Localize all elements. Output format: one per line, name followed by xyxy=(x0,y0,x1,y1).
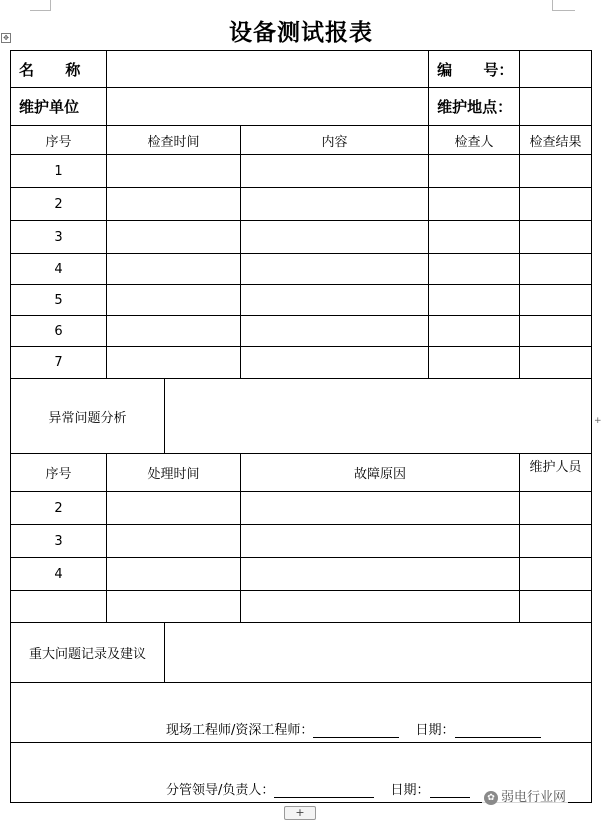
name-label: 名 称 xyxy=(11,51,107,88)
table-cell[interactable] xyxy=(520,221,592,254)
engineer-date-line[interactable] xyxy=(455,723,541,738)
table-cell[interactable] xyxy=(429,155,520,188)
col-inspector: 检查人 xyxy=(429,126,520,155)
table-cell[interactable] xyxy=(241,558,520,591)
table-cell[interactable] xyxy=(520,492,592,525)
fault-col-maintainer: 维护人员 xyxy=(520,454,592,492)
major-row xyxy=(11,623,592,683)
row-seq: 3 xyxy=(11,221,107,254)
table-row xyxy=(11,221,592,254)
location-label: 维护地点： xyxy=(429,88,520,126)
table-cell[interactable] xyxy=(107,591,241,623)
table-cell[interactable] xyxy=(520,316,592,347)
table-cell[interactable] xyxy=(107,155,241,188)
row-seq: 5 xyxy=(11,285,107,316)
fault-header-row xyxy=(11,454,592,492)
engineer-date-label: 日期： xyxy=(415,723,455,738)
table-cell[interactable] xyxy=(429,188,520,221)
leader-sign-line[interactable] xyxy=(274,783,374,798)
table-cell[interactable] xyxy=(241,285,429,316)
table-cell[interactable] xyxy=(241,492,520,525)
table-cell[interactable] xyxy=(520,254,592,285)
table-row xyxy=(11,347,592,379)
row-seq: 2 xyxy=(11,188,107,221)
table-cell[interactable] xyxy=(241,316,429,347)
name-value[interactable] xyxy=(107,51,429,88)
number-label: 编 号： xyxy=(429,51,520,88)
leader-sign-label: 分管领导/负责人： xyxy=(166,783,275,798)
watermark xyxy=(482,786,568,804)
table-row xyxy=(11,254,592,285)
table-row xyxy=(11,591,592,623)
row-seq: 4 xyxy=(11,254,107,285)
table-cell[interactable] xyxy=(429,285,520,316)
table-cell[interactable] xyxy=(241,525,520,558)
row-seq: 7 xyxy=(11,347,107,379)
wechat-icon: ✿ xyxy=(484,791,498,805)
crop-mark-top-right xyxy=(552,0,575,11)
table-row xyxy=(11,558,592,591)
table-cell[interactable] xyxy=(241,188,429,221)
report-table xyxy=(10,50,592,803)
table-cell[interactable] xyxy=(107,254,241,285)
leader-date-line[interactable] xyxy=(430,783,470,798)
table-cell[interactable] xyxy=(107,492,241,525)
table-cell[interactable] xyxy=(429,347,520,379)
table-cell[interactable] xyxy=(429,254,520,285)
header-row-unit xyxy=(11,88,592,126)
crop-mark-top-left xyxy=(30,0,51,11)
table-cell[interactable] xyxy=(429,316,520,347)
col-result: 检查结果 xyxy=(520,126,592,155)
table-cell[interactable] xyxy=(107,558,241,591)
leader-date-label: 日期： xyxy=(390,783,430,798)
row-seq: 6 xyxy=(11,316,107,347)
signature-row-engineer xyxy=(11,683,592,743)
unit-value[interactable] xyxy=(107,88,429,126)
table-row xyxy=(11,285,592,316)
table-cell[interactable] xyxy=(520,155,592,188)
table-cell[interactable] xyxy=(520,525,592,558)
row-seq: 2 xyxy=(11,492,107,525)
engineer-sign-line[interactable] xyxy=(313,723,399,738)
table-cell[interactable] xyxy=(520,347,592,379)
table-row xyxy=(11,492,592,525)
add-column-handle[interactable]: + xyxy=(594,416,602,426)
col-check-time: 检查时间 xyxy=(107,126,241,155)
table-cell[interactable] xyxy=(520,188,592,221)
row-seq: 4 xyxy=(11,558,107,591)
number-value[interactable] xyxy=(520,51,592,88)
table-row xyxy=(11,316,592,347)
table-cell[interactable] xyxy=(241,347,429,379)
table-cell[interactable] xyxy=(107,347,241,379)
row-seq: 1 xyxy=(11,155,107,188)
header-row-name xyxy=(11,51,592,88)
table-cell[interactable] xyxy=(107,316,241,347)
page-title: 设备测试报表 xyxy=(229,19,373,46)
unit-label: 维护单位 xyxy=(11,88,107,126)
table-move-handle-icon[interactable]: ✥ xyxy=(1,33,11,43)
fault-col-cause: 故障原因 xyxy=(241,454,520,492)
col-seq: 序号 xyxy=(11,126,107,155)
table-row xyxy=(11,188,592,221)
fault-col-handle-time: 处理时间 xyxy=(107,454,241,492)
table-cell[interactable] xyxy=(520,591,592,623)
table-cell[interactable] xyxy=(241,254,429,285)
anomaly-row xyxy=(11,379,592,454)
table-cell[interactable] xyxy=(241,155,429,188)
inspection-header-row xyxy=(11,126,592,155)
major-value[interactable] xyxy=(165,623,592,683)
fault-col-seq: 序号 xyxy=(11,454,107,492)
table-cell[interactable] xyxy=(107,188,241,221)
col-content: 内容 xyxy=(241,126,429,155)
table-cell[interactable] xyxy=(107,285,241,316)
table-cell[interactable] xyxy=(520,558,592,591)
location-value[interactable] xyxy=(520,88,592,126)
row-seq xyxy=(11,591,107,623)
anomaly-label: 异常问题分析 xyxy=(11,379,165,454)
table-cell[interactable] xyxy=(241,221,429,254)
watermark-text: 弱电行业网 xyxy=(501,790,567,805)
engineer-sign-label: 现场工程师/资深工程师： xyxy=(166,723,314,738)
table-row xyxy=(11,525,592,558)
table-cell[interactable] xyxy=(107,221,241,254)
anomaly-value[interactable] xyxy=(165,379,592,454)
row-seq: 3 xyxy=(11,525,107,558)
major-label: 重大问题记录及建议 xyxy=(11,623,165,683)
table-cell[interactable] xyxy=(429,221,520,254)
add-row-button[interactable]: + xyxy=(284,806,316,820)
table-cell[interactable] xyxy=(107,525,241,558)
table-cell[interactable] xyxy=(520,285,592,316)
table-row xyxy=(11,155,592,188)
table-cell[interactable] xyxy=(241,591,520,623)
